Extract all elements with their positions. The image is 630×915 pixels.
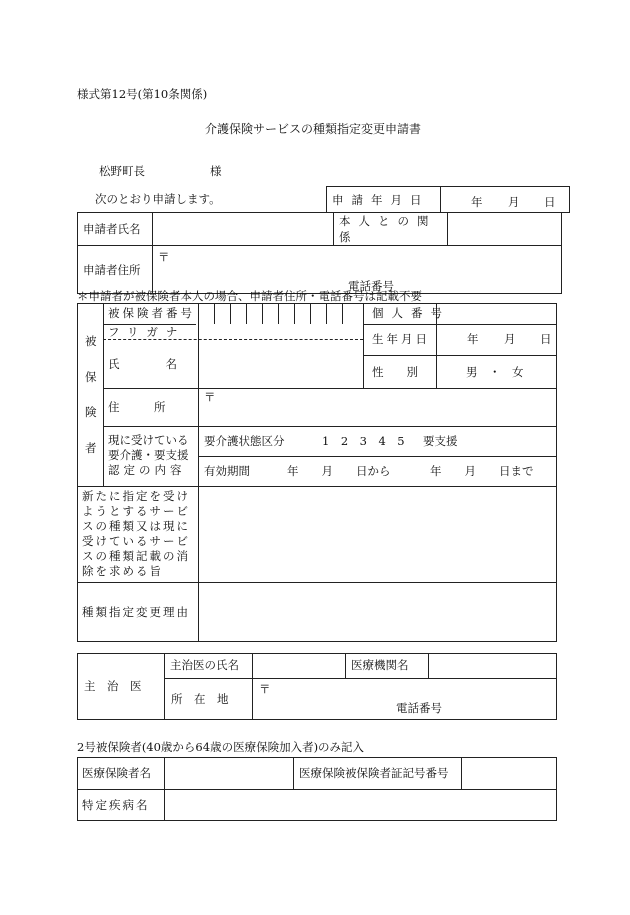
applicant-name-field[interactable] xyxy=(153,213,334,246)
relation-label: 本人との関係 xyxy=(334,213,448,246)
institution-label: 医療機関名 xyxy=(351,658,409,672)
insured-postal-mark: 〒 xyxy=(204,390,216,404)
insured-name-label: 氏 名 xyxy=(108,357,177,371)
insurer-label: 医療保険者名 xyxy=(82,766,151,780)
reason-field[interactable] xyxy=(199,583,556,641)
applicant-note: ＊申請者が被保険者本人の場合、申請者住所・電話番号は記載不要 xyxy=(77,289,422,303)
application-date-label: 申請年月日 xyxy=(327,187,441,213)
relation-field[interactable] xyxy=(448,213,562,246)
personal-number-label: 個人番号 xyxy=(372,306,450,320)
gender-label: 性 別 xyxy=(372,365,418,379)
doctor-name-field[interactable] xyxy=(253,654,344,677)
validity-to: 年 月 日まで xyxy=(430,464,534,478)
validity-from: 年 月 日から xyxy=(287,464,391,478)
applicant-address-field[interactable]: 〒 電話番号 xyxy=(153,246,562,294)
intro-text: 次のとおり申請します。 xyxy=(95,192,221,206)
cert-number-field[interactable] xyxy=(462,758,556,788)
honorific: 様 xyxy=(210,164,222,178)
form-number: 様式第12号(第10条関係) xyxy=(77,87,208,101)
applicant-table xyxy=(77,212,562,294)
disease-field[interactable] xyxy=(165,790,556,820)
support-label[interactable]: 要支援 xyxy=(423,434,458,448)
doctor-location-label: 所 在 地 xyxy=(171,692,229,706)
validity-label: 有効期間 xyxy=(204,464,250,478)
second-insured-note: 2号被保険者(40歳から64歳の医療保険加入者)のみ記入 xyxy=(77,740,365,754)
applicant-address-label: 申請者住所 xyxy=(78,246,153,294)
service-change-field[interactable] xyxy=(199,487,556,581)
insured-address-label: 住 所 xyxy=(108,400,166,414)
page-title: 介護保険サービスの種類指定変更申請書 xyxy=(205,122,422,136)
cert-number-label: 医療保険被保険者証記号番号 xyxy=(299,766,449,780)
insured-number-label: 被保険者番号 xyxy=(108,306,195,320)
applicant-name-label: 申請者氏名 xyxy=(78,213,153,246)
doctor-section-label: 主 治 医 xyxy=(84,679,142,693)
doctor-postal-mark: 〒 xyxy=(259,682,271,696)
care-level-label: 要介護状態区分 xyxy=(204,434,285,448)
application-date-table xyxy=(326,186,570,213)
cert-label: 現に受けている xyxy=(108,433,189,447)
application-date-field[interactable]: 年 月 日 xyxy=(441,187,570,213)
insurer-field[interactable] xyxy=(165,758,292,788)
addressee: 松野町長 xyxy=(99,164,145,178)
care-levels[interactable]: 1 2 3 4 5 xyxy=(322,434,405,448)
furigana-label: フリガナ xyxy=(108,325,186,339)
insured-section-label: 被 xyxy=(85,334,97,348)
birthdate-label: 生年月日 xyxy=(372,332,430,346)
reason-label: 種類指定変更理由 xyxy=(82,605,190,619)
gender-options[interactable]: 男 ・ 女 xyxy=(466,365,524,379)
doctor-name-label: 主治医の氏名 xyxy=(170,658,239,672)
institution-field[interactable] xyxy=(429,654,556,677)
disease-label: 特定疾病名 xyxy=(82,798,150,812)
doctor-phone-label: 電話番号 xyxy=(396,701,442,715)
